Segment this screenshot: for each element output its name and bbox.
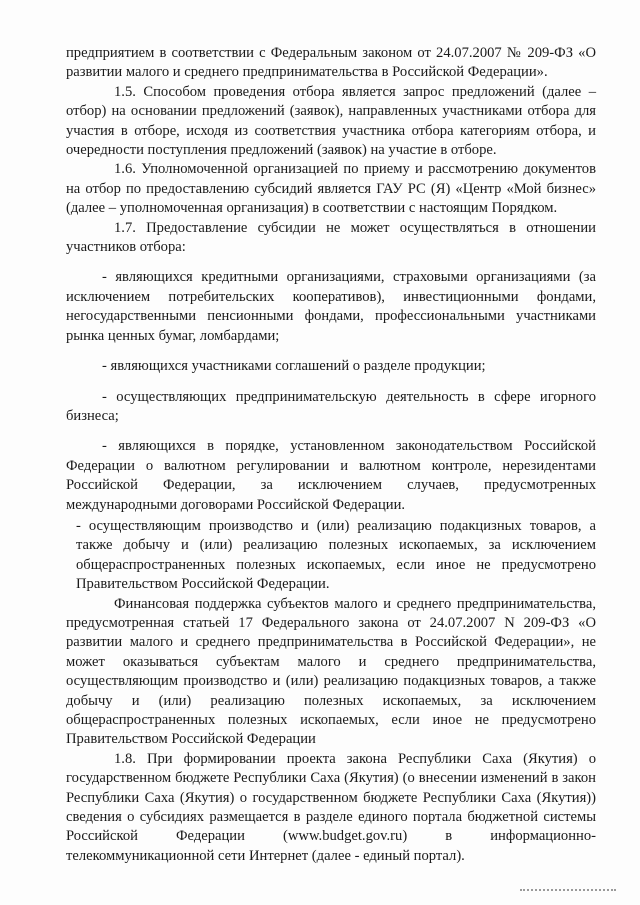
paragraph-1-6: 1.6. Уполномоченной организацией по приему и рассмотрению документов на отбор по предоставлению субсидий является ГАУ РС (Я) «Центр «Мой бизнес» (далее – уполномоченная организация) в соответствии с настоящим Порядком. xyxy=(66,161,596,217)
list-item-excise-goods: - осуществляющим производство и (или) реализацию подакцизных товаров, а также добычу и (или) реализацию полезных ископаемых, за исключением общераспространенных полезных ископаемых, если иное не предусмотрено Правительством Российской Федерации. xyxy=(76,517,596,593)
list-item-credit-organizations: - являющихся кредитными организациями, страховыми организациями (за исключением потребительских кооперативов), инвестиционными фондами, негосударственными пенсионными фондами, профессиональными участниками рынка ценных бумаг, ломбардами; xyxy=(66,269,596,344)
document-body xyxy=(66,44,596,866)
paragraph-1-7: 1.7. Предоставление субсидии не может осуществляться в отношении участников отбора: xyxy=(66,219,596,256)
list-item-gambling: - осуществляющих предпринимательскую деятельность в сфере игорного бизнеса; xyxy=(66,388,596,424)
paragraph-1-5: 1.5. Способом проведения отбора является запрос предложений (далее – отбор) на основании предложений (заявок), направленных участниками отбора для участия в отборе, исходя из соответствия участника отбора категориям отбора, и очередности поступления предложений (заявок) на участие в отборе. xyxy=(66,83,596,159)
paragraph-financial-support: Финансовая поддержка субъектов малого и среднего предпринимательства, предусмотренная статьей 17 Федерального закона от 24.07.2007 N 209-ФЗ «О развитии малого и среднего предпринимательства в Российской Федерации», не может оказываться субъектам малого и среднего предпринимательства, осуществляющим производство и (или) реализацию подакцизных товаров, а также добычу и (или) реализацию полезных ископаемых, за исключением общераспространенных полезных ископаемых, если иное не предусмотрено Правительством Российской Федерации xyxy=(66,595,596,748)
scan-edge-mark xyxy=(520,889,616,891)
paragraph-1-8: 1.8. При формировании проекта закона Республики Саха (Якутия) о государственном бюджете Республики Саха (Якутия) (о внесении изменений в закон Республики Саха (Якутия) о государственном бюджете Республики Саха (Якутия)) сведения о субсидиях размещается в разделе единого портала бюджетной системы Российской Федерации (www.budget.gov.ru) в информационно-телекоммуникационной сети Интернет (далее - единый портал). xyxy=(66,750,596,864)
paragraph-law-reference: предприятием в соответствии с Федеральным законом от 24.07.2007 № 209-ФЗ «О развитии малого и среднего предпринимательства в Российской Федерации». xyxy=(66,45,596,81)
list-item-production-sharing: - являющихся участниками соглашений о разделе продукции; xyxy=(102,358,486,375)
list-item-nonresidents: - являющихся в порядке, установленном законодательством Российской Федерации о валютном регулировании и валютном контроле, нерезидентами Российской Федерации, за исключением случаев, предусмотренных международными договорами Российской Федерации. xyxy=(66,438,596,513)
